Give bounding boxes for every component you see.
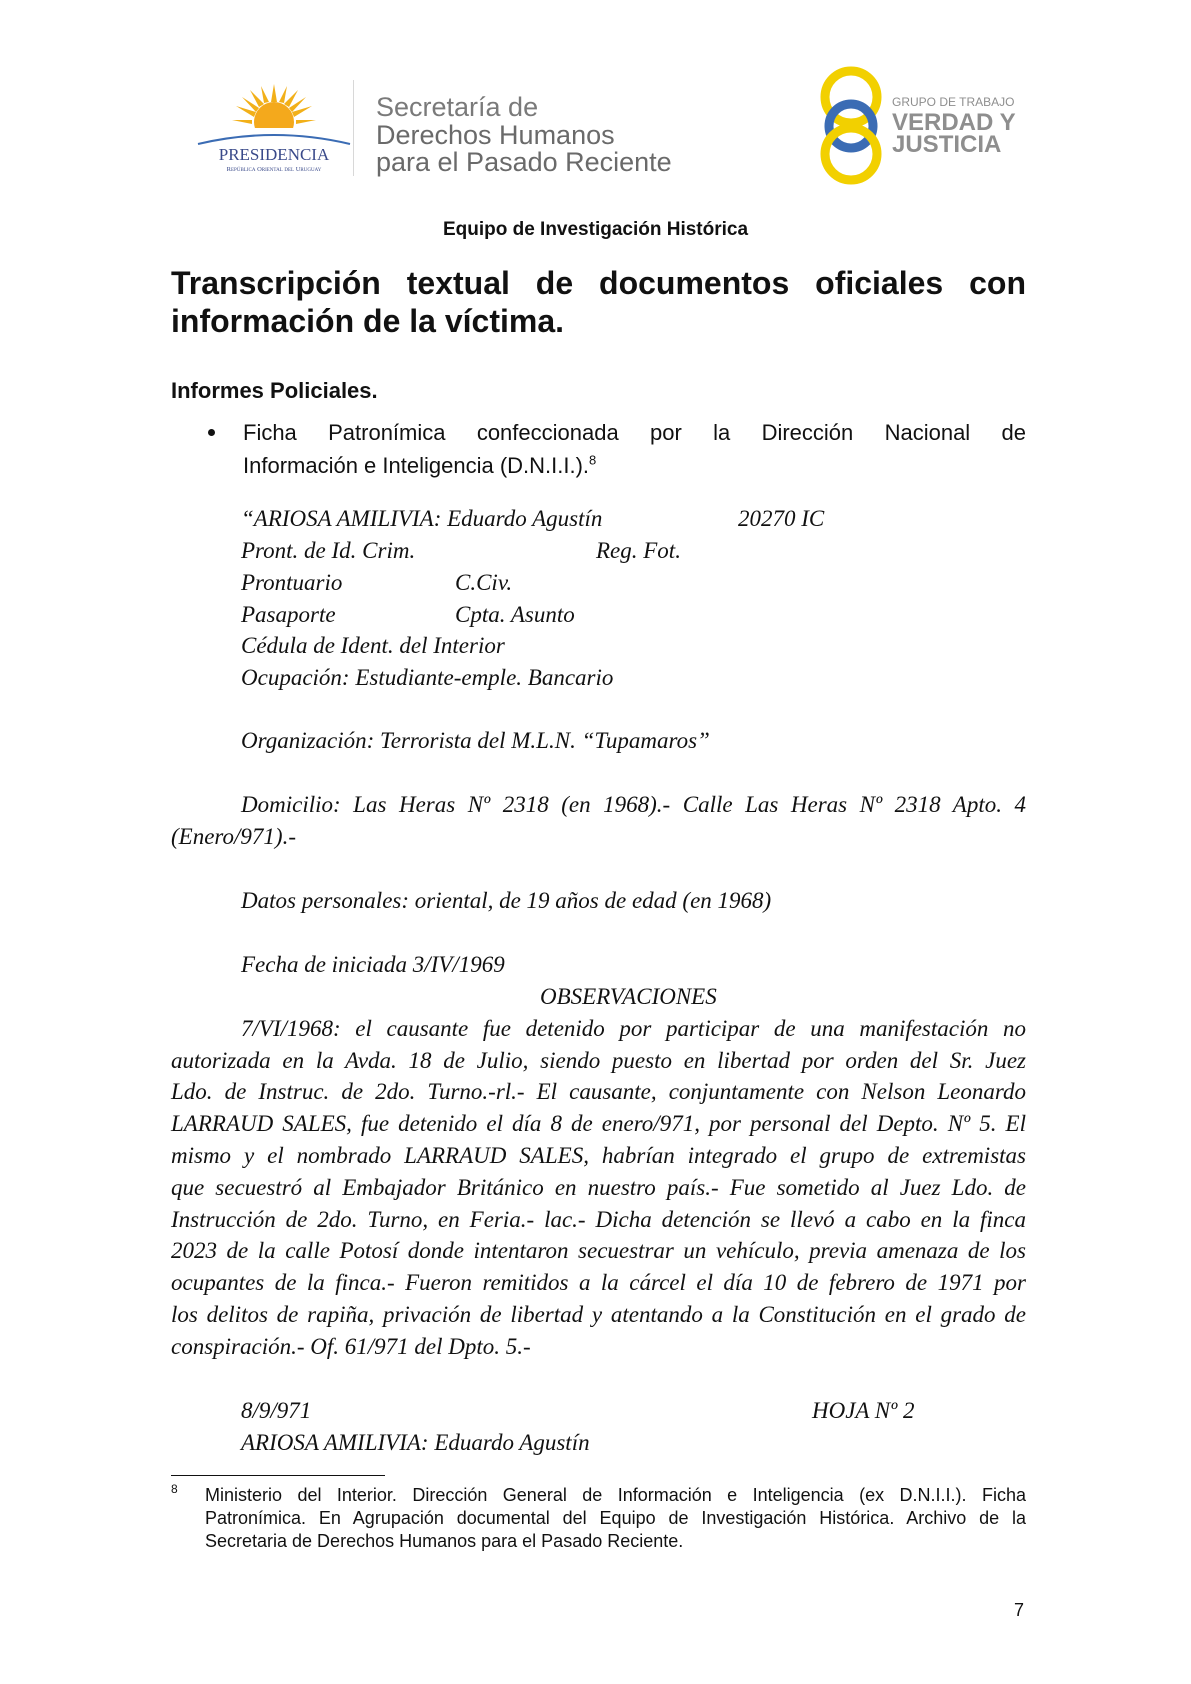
bullet-line-1: Ficha Patronímica confeccionada por la Dirección Nacional de [243,420,1026,445]
observaciones-line-6: que secuestró al Embajador Británico en nuestro país.- Fue sometido al Juez Ldo. de [171,1175,1026,1200]
grupo-line-2: VERDAD Y [892,109,1016,136]
sun-icon [230,80,318,136]
observaciones-line-9: ocupantes de la finca.- Fueron remitidos a la cárcel el día 10 de febrero de 1971 por [171,1270,1026,1295]
presidencia-logo [196,80,352,180]
section-heading: Informes Policiales. [171,378,378,403]
record-organizacion: Organización: Terrorista del M.L.N. “Tupamaros” [241,728,710,753]
footnote-line-1: Ministerio del Interior. Dirección General de Información e Inteligencia (ex D.N.I.I.). Ficha [205,1485,1026,1505]
observaciones-line-2: autorizada en la Avda. 18 de Julio, siendo puesto en libertad por orden del Sr. Juez [171,1048,1026,1073]
observaciones-line-7: Instrucción de 2do. Turno, en Feria.- lac.- Dicha detención se llevó a cabo en la finca [171,1207,1026,1232]
record-name-line: “ARIOSA AMILIVIA: Eduardo Agustín [241,506,603,531]
record-reg-fot: Reg. Fot. [596,538,681,563]
record-code: 20270 IC [738,506,825,531]
record-domicilio-line-2: (Enero/971).- [171,824,296,849]
presidencia-subtitle: República Oriental del Uruguay [226,166,322,173]
team-subheader: Equipo de Investigación Histórica [442,219,749,240]
observaciones-line-5: mismo y el nombrado LARRAUD SALES, habrían integrado el grupo de extremistas [171,1143,1026,1168]
record-pront-label: Pront. de Id. Crim. [241,538,416,563]
bullet-line-2 [243,452,1026,478]
record-ocupacion: Ocupación: Estudiante-emple. Bancario [241,665,614,690]
arc-line-icon [196,130,352,146]
footnote-ref: 8 [589,452,597,468]
grupo-line-1: GRUPO DE TRABAJO [892,95,1015,109]
document-title: Transcripción textual de documentos oficiales con información de la víctima. [171,265,1026,339]
footnote-line-2: Patronímica. En Agrupación documental del Equipo de Investigación Histórica. Archivo de la [205,1508,1026,1528]
observaciones-line-11: conspiración.- Of. 61/971 del Dpto. 5.- [171,1334,531,1359]
secretaria-line-3: para el Pasado Reciente [376,147,672,177]
secretaria-line-1: Secretaría de [376,92,539,122]
grupo-line-3: JUSTICIA [892,131,1002,158]
bullet-line-2-text: Información e Inteligencia (D.N.I.I.). [243,453,590,478]
record-cpta-asunto: Cpta. Asunto [455,602,575,627]
bullet-icon [208,429,215,436]
observaciones-line-4: LARRAUD SALES, fue detenido el día 8 de enero/971, por personal del Depto. Nº 5. El [171,1111,1026,1136]
secretaria-line-2: Derechos Humanos [376,120,615,150]
footnote-line-3: Secretaria de Derechos Humanos para el Pasado Reciente. [205,1531,684,1551]
record-name-repeat: ARIOSA AMILIVIA: Eduardo Agustín [241,1430,590,1455]
observaciones-line-3: Ldo. de Instruc. de 2do. Turno.-rl.- El causante, conjuntamente con Nelson Leonardo [171,1079,1026,1104]
record-pasaporte: Pasaporte [241,602,336,627]
presidencia-name: PRESIDENCIA [218,145,330,164]
record-prontuario: Prontuario [241,570,343,595]
observaciones-line-10: los delitos de rapiña, privación de libertad y atentando a la Constitución en el grado de [171,1302,1026,1327]
record-fecha-iniciada: Fecha de iniciada 3/IV/1969 [241,952,505,977]
record-date-line: 8/9/971 [241,1398,312,1423]
record-c-civ: C.Civ. [455,570,513,595]
header-divider [353,80,354,176]
footnote-rule [171,1475,385,1476]
record-cedula: Cédula de Ident. del Interior [241,633,505,658]
observaciones-heading: OBSERVACIONES [540,984,717,1009]
observaciones-line-8: 2023 de la calle Potosí donde intentaron secuestrar un vehículo, previa amenaza de los [171,1238,1026,1263]
record-domicilio-line-1: Domicilio: Las Heras Nº 2318 (en 1968).- Calle Las Heras Nº 2318 Apto. 4 [241,792,1026,817]
observaciones-line-1: 7/VI/1968: el causante fue detenido por participar de una manifestación no [241,1016,1026,1041]
record-datos-personales: Datos personales: oriental, de 19 años de edad (en 1968) [241,888,772,913]
record-hoja: HOJA Nº 2 [812,1398,915,1423]
page-number: 7 [1014,1600,1025,1620]
footnote-number: 8 [171,1482,178,1496]
